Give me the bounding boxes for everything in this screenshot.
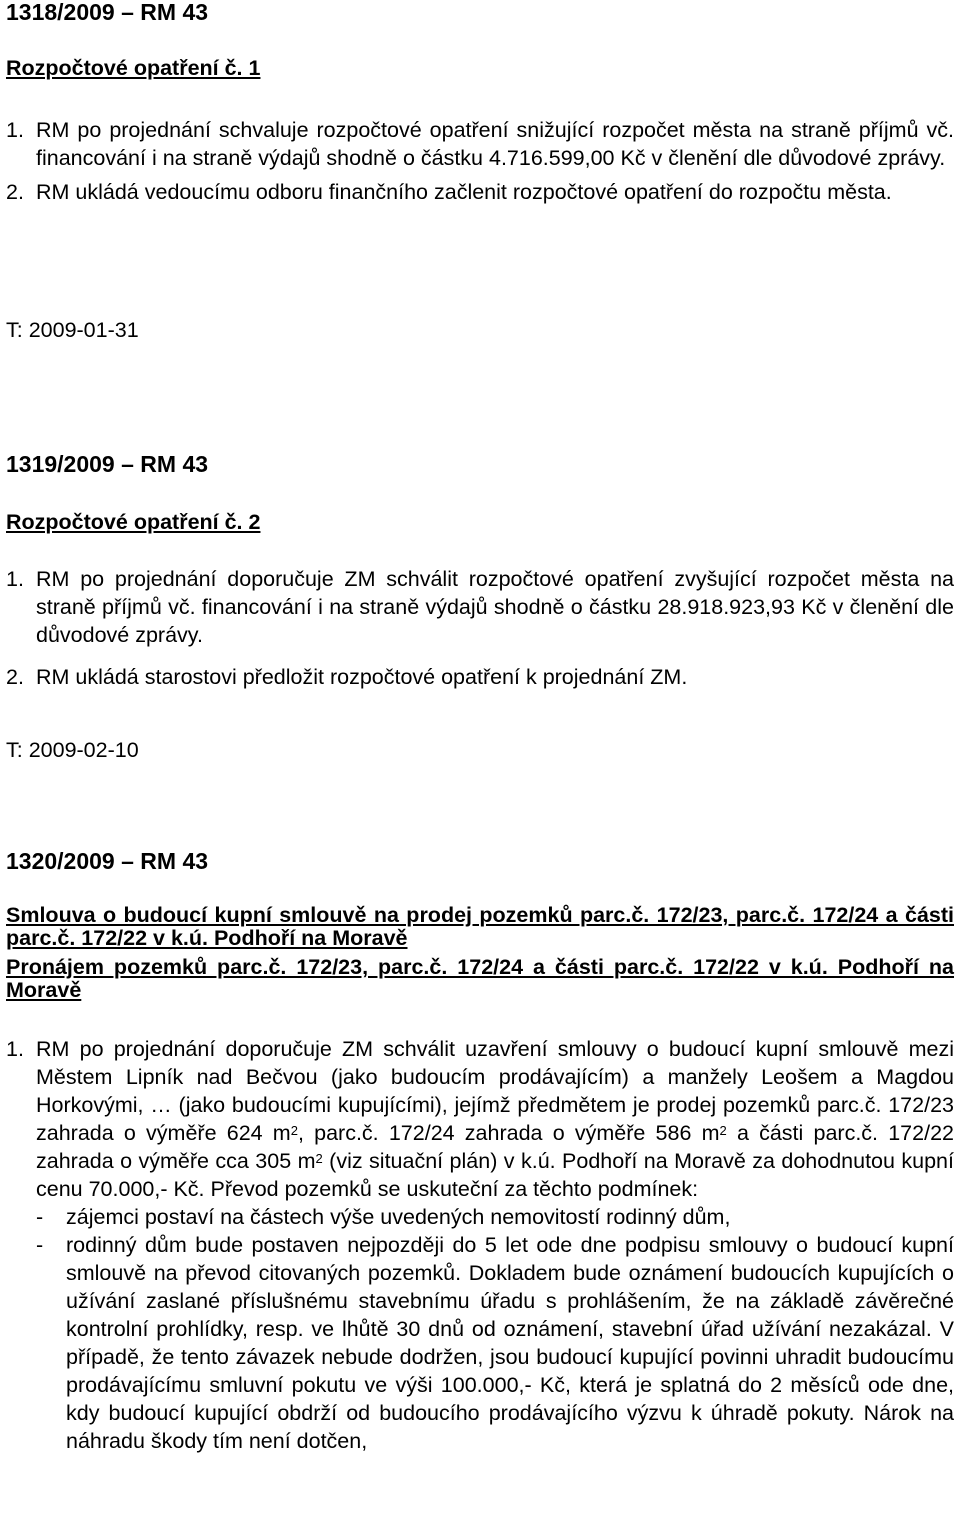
item-number: 1. [6,567,24,591]
resolution-subject: Rozpočtové opatření č. 2 [6,510,261,534]
item-number: 1. [6,118,24,142]
resolution-items [6,1035,954,1455]
resolution-number: 1320/2009 – RM 43 [6,848,209,874]
resolution-subject: Smlouva o budoucí kupní smlouvě na prodej pozemků parc.č. 172/23, parc.č. 172/24 a části parc.č. 172/22 v k.ú. Podhoří na Moravě [6,903,954,950]
list-item [6,178,954,206]
condition-text: zájemci postaví na částech výše uvedených nemovitostí rodinný dům, [66,1205,731,1229]
resolution-subject-secondary: Pronájem pozemků parc.č. 172/23, parc.č. 172/24 a části parc.č. 172/22 v k.ú. Podhoří na Moravě [6,955,954,1002]
item-text: RM ukládá vedoucímu odboru finančního začlenit rozpočtové opatření do rozpočtu města. [36,180,892,204]
item-text: RM po projednání doporučuje ZM schválit rozpočtové opatření zvyšující rozpočet města na straně příjmů vč. financování i na straně výdajů shodně o částku 28.918.923,93 Kč v členění dle důvodové zprávy. [36,567,954,647]
item-text: RM ukládá starostovi předložit rozpočtové opatření k projednání ZM. [36,665,688,689]
list-item [6,1035,954,1203]
list-item [6,116,954,172]
resolution-number: 1319/2009 – RM 43 [6,451,209,477]
term-date: T: 2009-02-10 [6,738,139,762]
resolution-subject: Rozpočtové opatření č. 1 [6,56,261,80]
item-number: 1. [6,1037,24,1061]
item-number: 2. [6,665,24,689]
item-text: RM po projednání schvaluje rozpočtové opatření snižující rozpočet města na straně příjmů vč. financování i na straně výdajů shodně o částku 4.716.599,00 Kč v členění dle důvodové zprávy. [36,118,954,170]
condition-item: - zájemci postaví na částech výše uvedených nemovitostí rodinný dům, [36,1205,731,1229]
list-item [6,565,954,649]
condition-text: rodinný dům bude postaven nejpozději do 5 let ode dne podpisu smlouvy o budoucí kupní smlouvě na převod citovaných pozemků. Dokladem bude oznámení budoucích kupujících o užívání zaslané příslušnému stavebnímu úřadu s prohlášením, že na základě závěrečné kontrolní prohlídky, resp. ve lhůtě 30 dnů od oznámení, stavební úřad užívání nezakázal. V případě, že tento závazek nebude dodržen, jsou budoucí kupující povinni uhradit budoucímu prodávajícímu smluvní pokutu ve výši 100.000,- Kč, která je splatná do 2 měsíců ode dne, kdy budoucí kupující obdrží od budoucího prodávajícího výzvu k úhradě pokuty. Nárok na náhradu škody tím není dotčen, [66,1233,954,1453]
condition-item: - rodinný dům bude postaven nejpozději do 5 let ode dne podpisu smlouvy o budoucí kupní smlouvě na převod citovaných pozemků. Dokladem bude oznámení budoucích kupujících o užívání zaslané příslušnému stavebnímu úřadu s prohlášením, že na základě závěrečné kontrolní prohlídky, resp. ve lhůtě 30 dnů od oznámení, stavební úřad užívání nezakázal. V případě, že tento závazek nebude dodržen, jsou budoucí kupující povinni uhradit budoucímu prodávajícímu smluvní pokutu ve výši 100.000,- Kč, která je splatná do 2 měsíců ode dne, kdy budoucí kupující obdrží od budoucího prodávajícího výzvu k úhradě pokuty. Nárok na náhradu škody tím není dotčen, [36,1233,954,1453]
resolution-items [6,565,954,691]
item-text: RM po projednání doporučuje ZM schválit uzavření smlouvy o budoucí kupní smlouvě mezi Městem Lipník nad Bečvou (jako budoucím prodávajícím) a manžely Leošem a Magdou Horkovými, … (jako budoucími kupujícími), jejímž předmětem je prodej pozemků parc.č. 172/23 zahrada o výměře 624 $m^2$, parc.č. 172/24 zahrada o výměře 586 $m^2$ a části parc.č. 172/22 zahrada o výměře cca 305 $m^2$ (viz situační plán) v k.ú. Podhoří na Moravě za dohodnutou kupní cenu 70.000,- Kč. Převod pozemků se uskuteční za těchto podmínek: [36,1037,954,1201]
list-item [6,663,954,691]
resolution-number: 1318/2009 – RM 43 [6,0,209,25]
term-date: T: 2009-01-31 [6,318,139,342]
item-number: 2. [6,180,24,204]
resolution-items [6,116,954,206]
